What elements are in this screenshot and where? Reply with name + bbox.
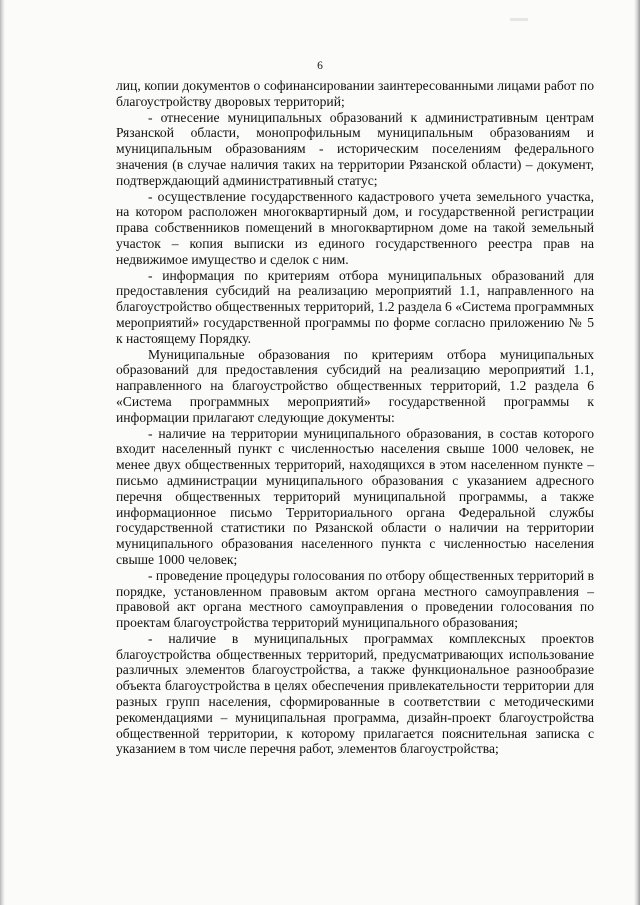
paragraph: - информация по критериям отбора муниципальных образований для предоставления субсидий на реализацию мероприятий 1.1, направленного на благоустройство общественных территорий, 1.2 раздела 6 «Система программных мероприятий» государственной программы по форме согласно приложению № 5 к настоящему Порядку. [116,267,595,346]
scan-mark [510,18,528,21]
paragraph: - отнесение муниципальных образований к административным центрам Рязанской области, монопрофильным муниципальным образованиям и муниципальным образованиям - историческим поселениям федерального значения (в случае наличия таких на территории Рязанской области) – документ, подтверждающий административный статус; [116,109,594,188]
page-number: 6 [317,60,323,72]
scan-edge-left [0,0,5,905]
scan-edge-right [634,0,640,905]
paragraph: Муниципальные образования по критериям отбора муниципальных образований для предоставления субсидий на реализацию мероприятий 1.1, направленного на благоустройство общественных территорий, 1.2 раздела 6 «Система программных мероприятий» государственной программы к информации прилагают следующие документы: [116,346,594,425]
paragraph: - проведение процедуры голосования по отбору общественных территорий в порядке, установленном правовым актом органа местного самоуправления – правовой акт органа местного самоуправления о проведении голосования по проектам благоустройства территорий муниципального образования; [116,567,594,631]
document-body [116,78,594,757]
paragraph: - наличие на территории муниципального образования, в состав которого входит населенный пункт с численностью населения свыше 1000 человек, не менее двух общественных территорий, находящихся в этом населенном пункте – письмо администрации муниципального образования с указанием адресного перечня общественных территорий муниципальной программы, а также информационное письмо Территориального органа Федеральной службы государственной статистики по Рязанской области о наличии на территории муниципального образования населенного пункта с численностью населения свыше 1000 человек; [116,425,594,567]
paragraph: лиц, копии документов о софинансировании заинтересованными лицами работ по благоустройству дворовых территорий; [116,78,594,109]
paragraph: - наличие в муниципальных программах комплексных проектов благоустройства общественных территорий, предусматривающих использование различных элементов благоустройства, а также функциональное разнообразие объекта благоустройства в целях обеспечения привлекательности территории для разных групп населения, сформированные в соответствии с методическими рекомендациями – муниципальная программа, дизайн-проект благоустройства общественной территории, к которому прилагается пояснительная записка с указанием в том числе перечня работ, элементов благоустройства; [116,630,594,757]
paragraph: - осуществление государственного кадастрового учета земельного участка, на котором расположен многоквартирный дом, и государственной регистрации права собственников помещений в многоквартирном доме на такой земельный участок – копия выписки из единого государственного реестра прав на недвижимое имущество и сделок с ним. [116,188,594,267]
